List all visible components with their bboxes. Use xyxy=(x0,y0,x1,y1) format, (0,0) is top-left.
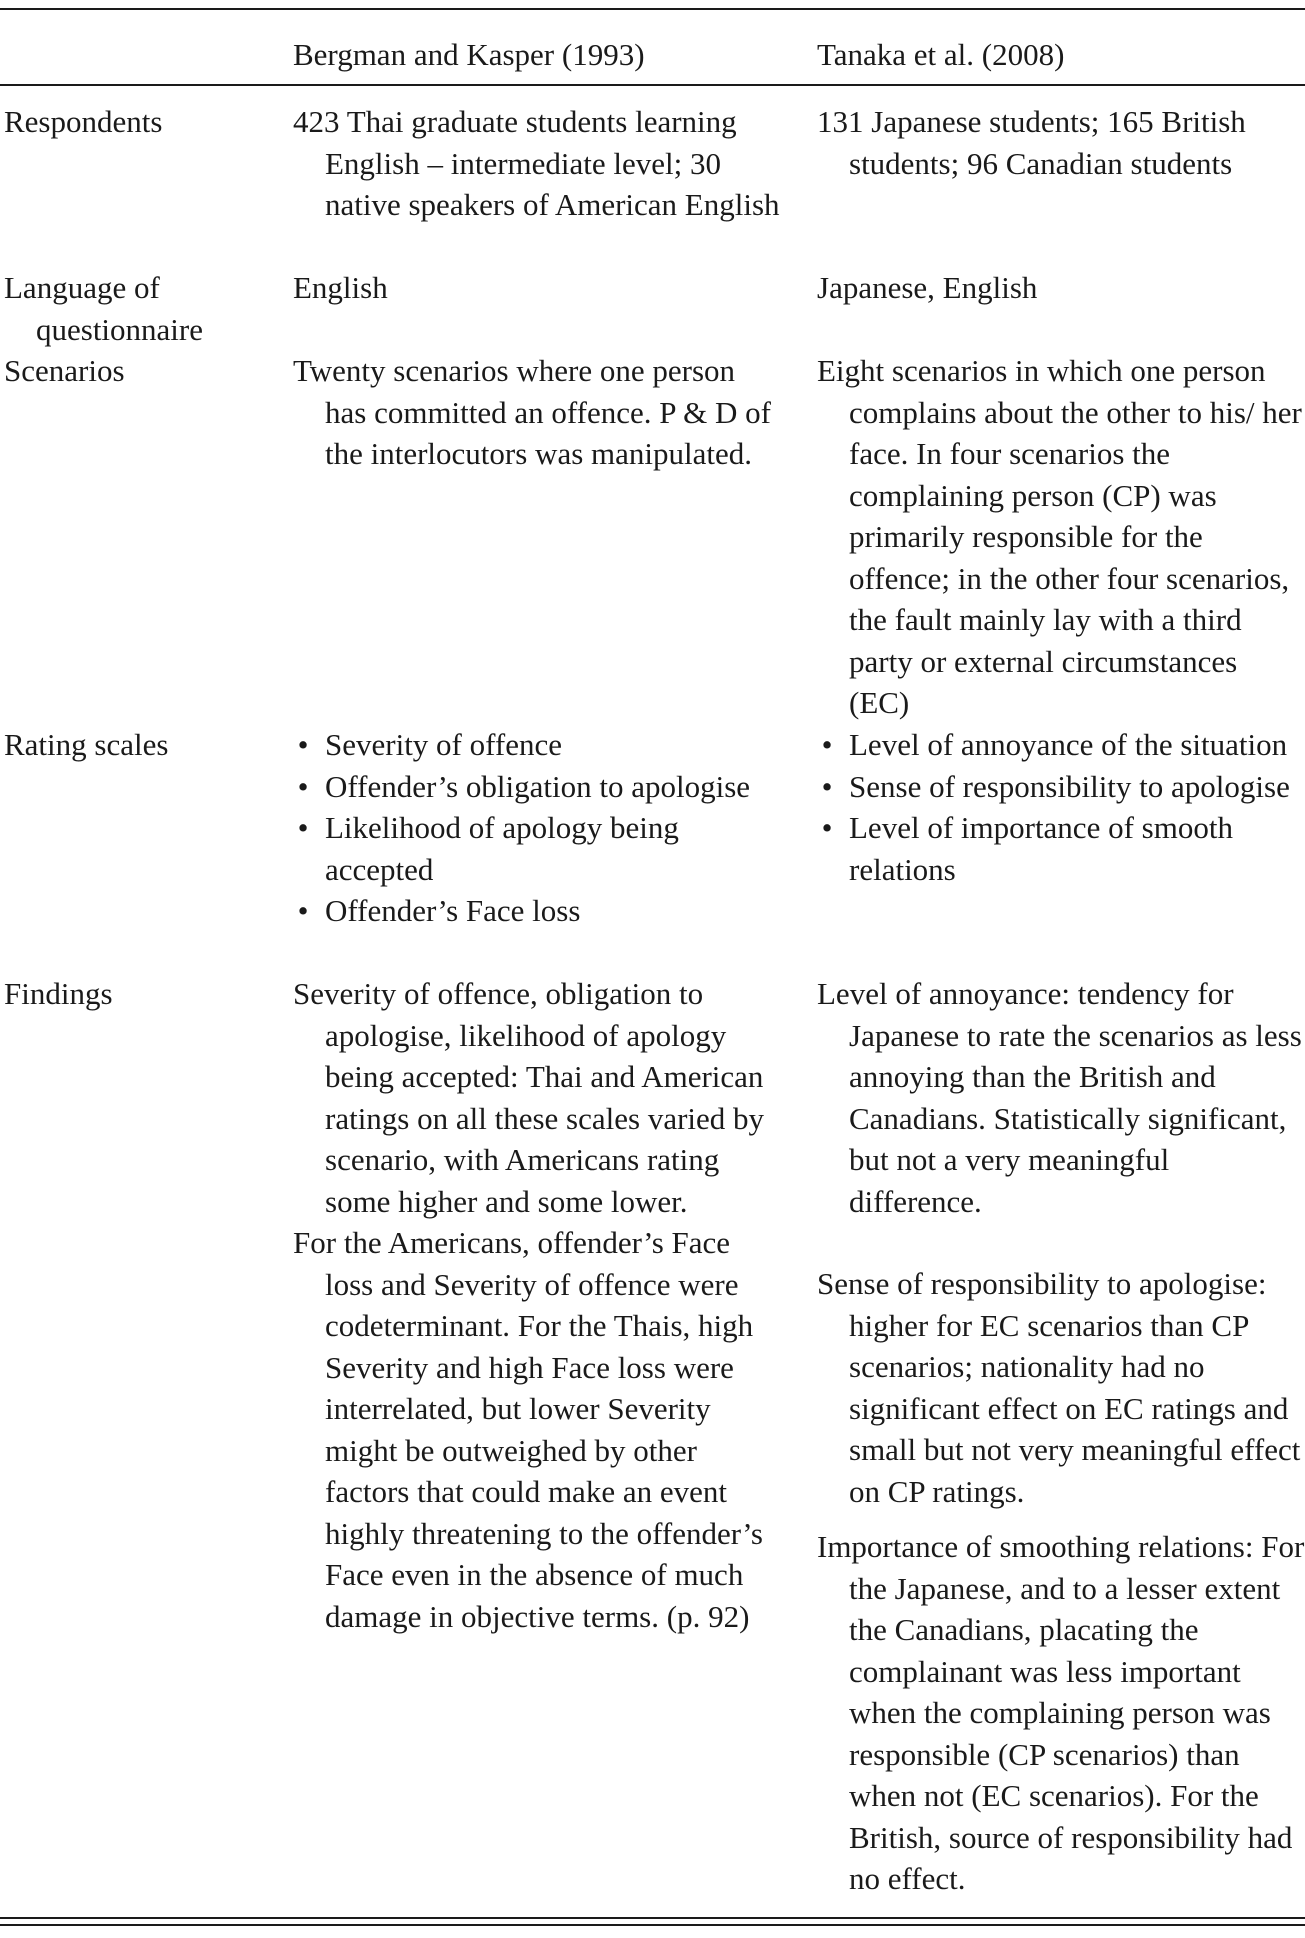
scenarios-tanaka xyxy=(817,350,1305,724)
scenarios-bergman xyxy=(293,350,783,475)
header-text: Tanaka et al. (2008) xyxy=(817,37,1065,72)
bullet-icon: • xyxy=(821,768,833,804)
finding-paragraph: Sense of responsibility to apologise: higher for EC scenarios than CP scenarios; nationality had no significant effect on EC ratings and small but not very meaningful effect on CP ratings. xyxy=(817,1266,1301,1509)
cell-text: 131 Japanese students; 165 British students; 96 Canadian students xyxy=(817,104,1246,181)
cell-text: Twenty scenarios where one person has committed an offence. P & D of the interlocutors was manipulated. xyxy=(293,353,771,471)
list-item-text: Severity of offence xyxy=(325,727,562,762)
header-tanaka xyxy=(817,34,1305,76)
cell-text: Japanese, English xyxy=(817,270,1038,305)
finding-paragraph: For the Americans, offender’s Face loss and Severity of offence were codeterminant. For the Thais, high Severity and high Face loss were interrelated, but lower Severity might be outweighed by other factors that could make an event highly threatening to the offender’s Face even in the absence of much damage in objective terms. (p. 92) xyxy=(293,1225,763,1634)
label-text: Language of questionnaire xyxy=(4,270,204,347)
respondents-bergman xyxy=(293,101,783,226)
bullet-icon: • xyxy=(297,893,309,928)
header-bergman-kasper xyxy=(293,34,783,76)
list-item xyxy=(293,724,783,766)
list-item-text: Level of annoyance of the situation xyxy=(849,727,1288,762)
language-tanaka xyxy=(817,267,1305,309)
list-item xyxy=(293,890,783,932)
language-bergman xyxy=(293,267,783,309)
label-text: Respondents xyxy=(4,104,163,139)
list-item xyxy=(817,766,1305,808)
finding-paragraph: Importance of smoothing relations: For the Japanese, and to a lesser extent the Canadians, placating the complainant was less important when the complaining person was responsible (CP scenarios) than when not (EC scenarios). For the British, source of responsibility had no effect. xyxy=(817,1529,1305,1896)
bullet-icon: • xyxy=(821,810,833,845)
list-item-text: Offender’s obligation to apologise xyxy=(325,768,751,804)
respondents-tanaka xyxy=(817,101,1305,184)
cell-text: Eight scenarios in which one person complains about the other to his/ her face. In four scenarios the complaining person (CP) was primarily responsible for the offence; in the other four scenarios, the fault mainly lay with a third party or external circumstances (EC) xyxy=(817,353,1302,720)
cell-text: English xyxy=(293,270,388,305)
bullet-list xyxy=(817,724,1305,890)
bullet-icon: • xyxy=(821,727,833,762)
findings-bergman xyxy=(293,973,783,1637)
bullet-icon: • xyxy=(297,810,309,845)
list-item xyxy=(293,807,783,890)
row-label-scenarios xyxy=(4,350,274,392)
cell-text: 423 Thai graduate students learning English – intermediate level; 30 native speakers of American English xyxy=(293,104,780,222)
label-text: Scenarios xyxy=(4,353,125,388)
bottom-rule-second xyxy=(0,1924,1305,1926)
list-item xyxy=(817,724,1305,766)
top-rule xyxy=(0,8,1305,10)
bullet-list xyxy=(293,724,783,932)
list-item xyxy=(293,766,783,808)
header-text: Bergman and Kasper (1993) xyxy=(293,37,645,72)
header-rule xyxy=(0,84,1305,86)
list-item-text: Offender’s Face loss xyxy=(325,893,581,928)
finding-paragraph: Level of annoyance: tendency for Japanese to rate the scenarios as less annoying than the British and Canadians. Statistically significant, but not a very meaningful difference. xyxy=(817,976,1302,1219)
findings-tanaka xyxy=(817,973,1305,1900)
bottom-rule xyxy=(0,1917,1305,1919)
label-text: Rating scales xyxy=(4,727,169,762)
row-label-rating-scales xyxy=(4,724,274,766)
label-text: Findings xyxy=(4,976,113,1011)
finding-paragraph: Severity of offence, obligation to apologise, likelihood of apology being accepted: Thai and American ratings on all these scales varied by scenario, with Americans rating some higher and some lower. xyxy=(293,976,765,1219)
list-item-text: Level of importance of smooth relations xyxy=(849,810,1233,887)
bullet-icon: • xyxy=(297,727,309,762)
list-item xyxy=(817,807,1305,890)
row-label-findings xyxy=(4,973,274,1015)
rating-scales-tanaka xyxy=(817,724,1305,890)
rating-scales-bergman xyxy=(293,724,783,932)
row-label-language xyxy=(4,267,274,350)
list-item-text: Likelihood of apology being accepted xyxy=(325,810,679,887)
list-item-text: Sense of responsibility to apologise xyxy=(849,768,1290,804)
bullet-icon: • xyxy=(297,768,309,804)
row-label-respondents xyxy=(4,101,274,143)
